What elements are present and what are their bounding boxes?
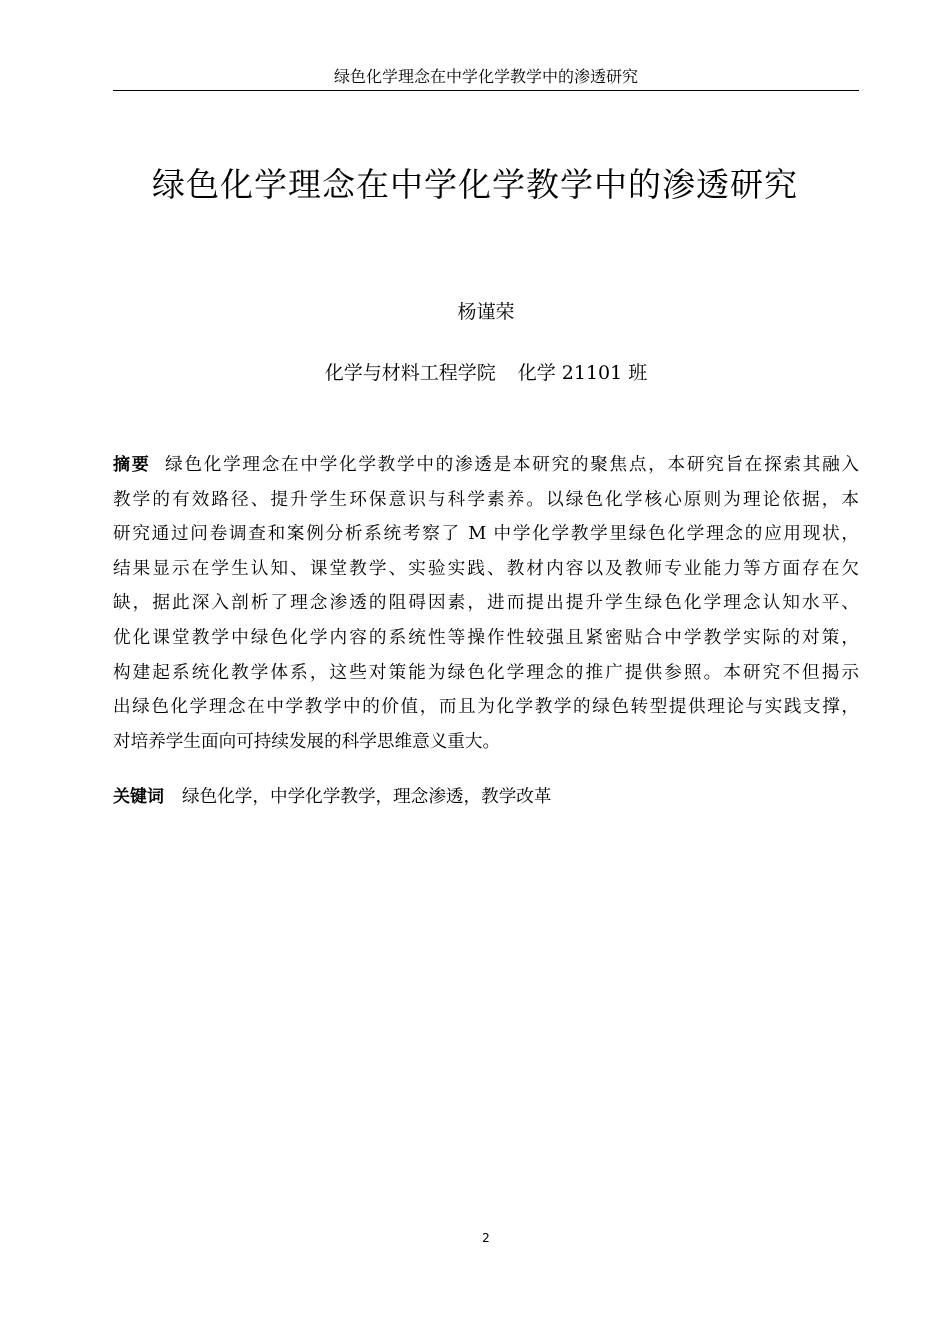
affiliation-class: 化学 21101 班 — [517, 362, 648, 384]
paper-title: 绿色化学理念在中学化学教学中的渗透研究 — [152, 165, 798, 205]
affiliation — [113, 359, 859, 387]
abstract-line: 缺，据此深入剖析了理念渗透的阻碍因素，进而提出提升学生绿色化学理念认知水平、 — [113, 593, 859, 614]
abstract-line — [113, 448, 859, 483]
running-header: 绿色化学理念在中学化学教学中的渗透研究 — [113, 66, 859, 91]
abstract-line: 教学的有效路径、提升学生环保意识与科学素养。以绿色化学核心原则为理论依据，本 — [113, 489, 859, 510]
abstract-line-text: 绿色化学理念在中学化学教学中的渗透是本研究的聚焦点，本研究旨在探索其融入 — [165, 455, 860, 475]
page-number: 2 — [482, 1231, 490, 1245]
abstract-line: 出绿色化学理念在中学教学中的价值，而且为化学教学的绿色转型提供理论与实践支撑， — [113, 697, 859, 718]
author-name: 杨谨荣 — [457, 301, 515, 323]
keywords-label: 关键词 — [113, 787, 164, 807]
abstract-line: 构建起系统化教学体系，这些对策能为绿色化学理念的推广提供参照。本研究不但揭示 — [113, 662, 859, 683]
abstract-line: 对培养学生面向可持续发展的科学思维意义重大。 — [113, 731, 501, 752]
abstract-line: 研究通过问卷调查和案例分析系统考察了 M 中学化学教学里绿色化学理念的应用现状， — [113, 524, 859, 545]
abstract-line: 优化课堂教学中绿色化学内容的系统性等操作性较强且紧密贴合中学教学实际的对策， — [113, 627, 859, 648]
abstract — [113, 448, 859, 759]
abstract-line: 结果显示在学生认知、课堂教学、实验实践、教材内容以及教师专业能力等方面存在欠 — [113, 558, 859, 579]
abstract-label: 摘要 — [113, 455, 151, 475]
keywords-text: 绿色化学，中学化学教学，理念渗透，教学改革 — [182, 787, 552, 807]
affiliation-school: 化学与材料工程学院 — [324, 362, 496, 384]
keywords — [113, 780, 859, 814]
